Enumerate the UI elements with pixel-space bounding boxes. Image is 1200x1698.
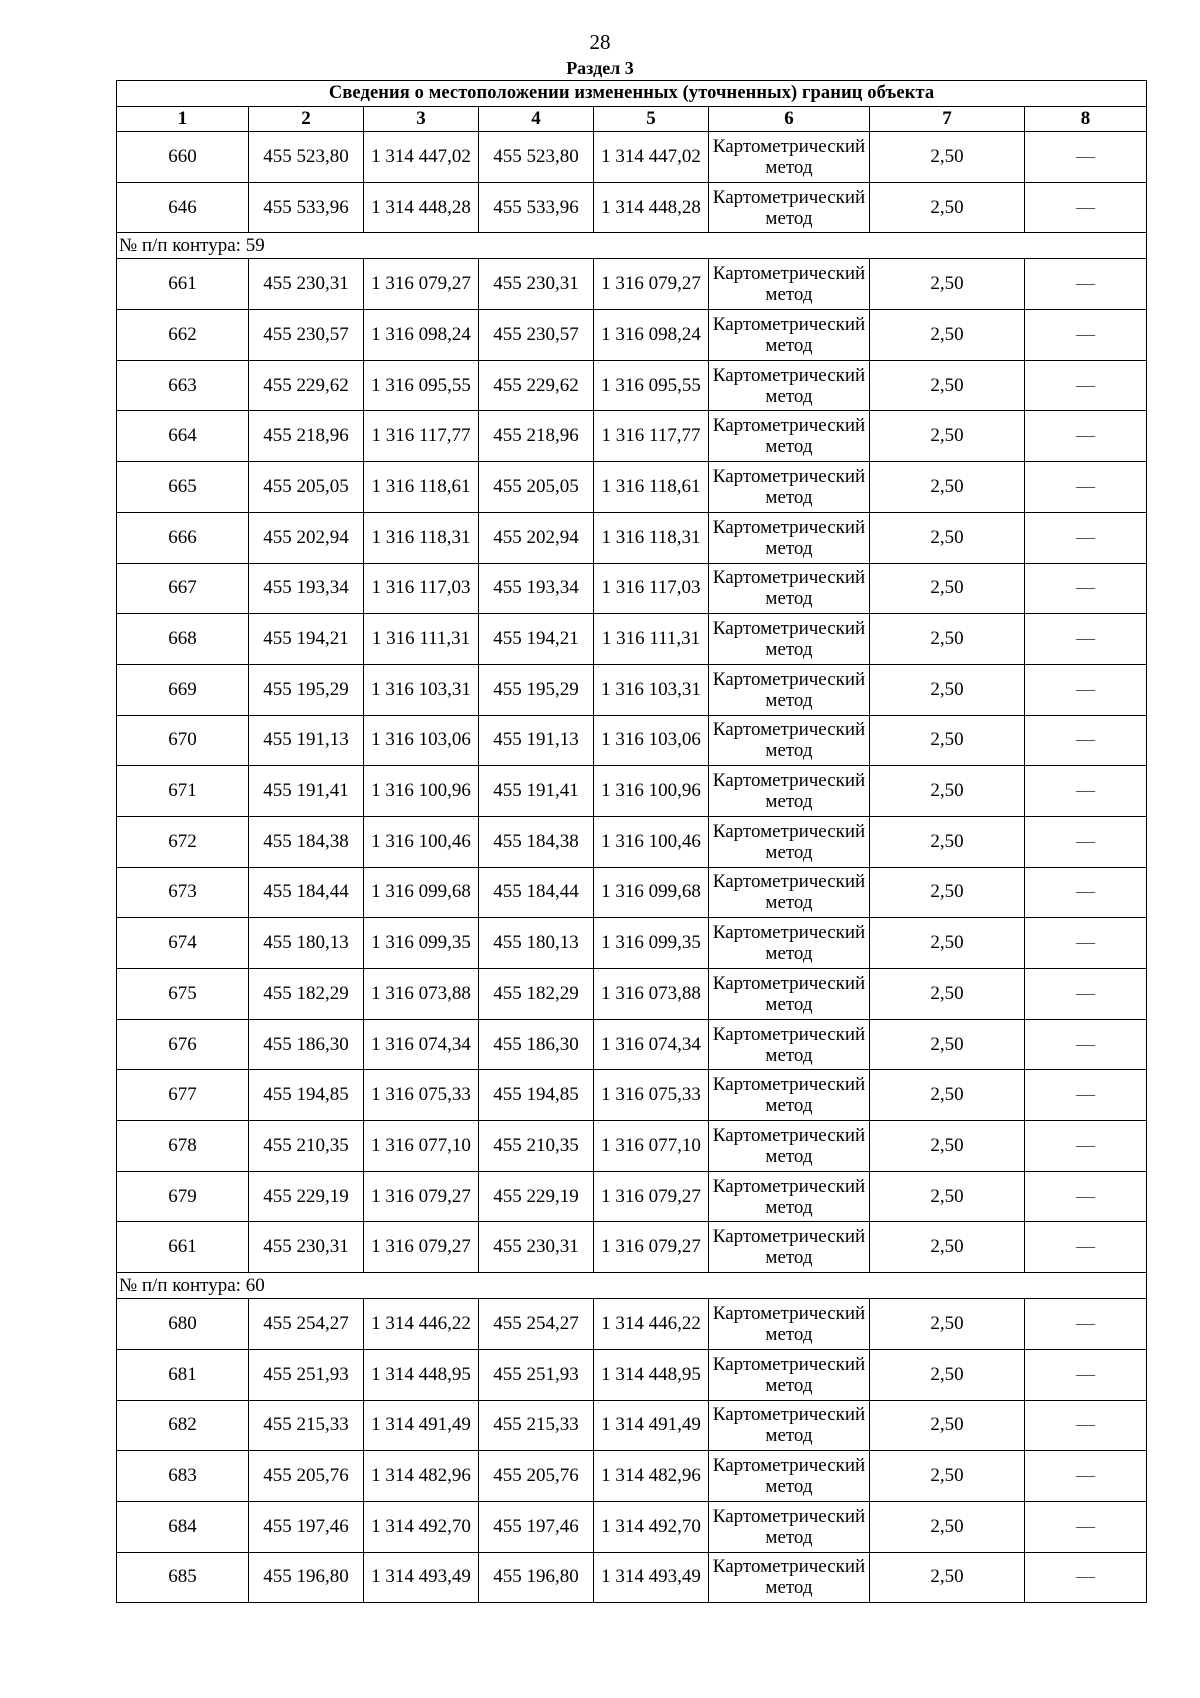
method-cell: Картометрический метод — [709, 1070, 870, 1121]
accuracy-cell: 2,50 — [870, 1552, 1025, 1603]
accuracy-cell: 2,50 — [870, 1501, 1025, 1552]
section-title: Раздел 3 — [566, 58, 634, 78]
accuracy-cell: 2,50 — [870, 614, 1025, 665]
column-number: 2 — [249, 107, 364, 132]
x-existing-cell: 455 230,31 — [249, 259, 364, 310]
description-cell: — — [1025, 1552, 1147, 1603]
x-new-cell: 455 194,21 — [479, 614, 594, 665]
point-number-cell: 664 — [117, 411, 249, 462]
accuracy-cell: 2,50 — [870, 182, 1025, 233]
method-cell: Картометрический метод — [709, 1171, 870, 1222]
method-cell: Картометрический метод — [709, 1552, 870, 1603]
x-new-cell: 455 230,31 — [479, 1222, 594, 1273]
accuracy-cell: 2,50 — [870, 1299, 1025, 1350]
accuracy-cell: 2,50 — [870, 563, 1025, 614]
point-number-cell: 673 — [117, 867, 249, 918]
table-row — [117, 259, 1147, 310]
x-new-cell: 455 186,30 — [479, 1019, 594, 1070]
x-new-cell: 455 218,96 — [479, 411, 594, 462]
y-existing-cell: 1 314 448,95 — [364, 1349, 479, 1400]
x-new-cell: 455 251,93 — [479, 1349, 594, 1400]
point-number-cell: 661 — [117, 1222, 249, 1273]
description-cell: — — [1025, 512, 1147, 563]
x-existing-cell: 455 230,57 — [249, 310, 364, 361]
y-existing-cell: 1 316 074,34 — [364, 1019, 479, 1070]
point-number-cell: 680 — [117, 1299, 249, 1350]
method-cell: Картометрический метод — [709, 766, 870, 817]
description-cell: — — [1025, 182, 1147, 233]
y-new-cell: 1 316 118,61 — [594, 462, 709, 513]
description-cell: — — [1025, 1501, 1147, 1552]
y-existing-cell: 1 314 491,49 — [364, 1400, 479, 1451]
x-existing-cell: 455 191,41 — [249, 766, 364, 817]
column-number: 5 — [594, 107, 709, 132]
x-new-cell: 455 184,44 — [479, 867, 594, 918]
table-row — [117, 182, 1147, 233]
column-number: 3 — [364, 107, 479, 132]
accuracy-cell: 2,50 — [870, 1451, 1025, 1502]
description-cell: — — [1025, 664, 1147, 715]
description-cell: — — [1025, 1451, 1147, 1502]
method-cell: Картометрический метод — [709, 360, 870, 411]
description-cell: — — [1025, 766, 1147, 817]
y-existing-cell: 1 314 493,49 — [364, 1552, 479, 1603]
table-row — [117, 1501, 1147, 1552]
accuracy-cell: 2,50 — [870, 1349, 1025, 1400]
description-cell: — — [1025, 715, 1147, 766]
method-cell: Картометрический метод — [709, 867, 870, 918]
column-number: 8 — [1025, 107, 1147, 132]
x-new-cell: 455 197,46 — [479, 1501, 594, 1552]
y-existing-cell: 1 316 118,61 — [364, 462, 479, 513]
x-existing-cell: 455 229,62 — [249, 360, 364, 411]
y-new-cell: 1 316 075,33 — [594, 1070, 709, 1121]
description-cell: — — [1025, 1400, 1147, 1451]
description-cell: — — [1025, 816, 1147, 867]
method-cell: Картометрический метод — [709, 563, 870, 614]
method-cell: Картометрический метод — [709, 918, 870, 969]
x-new-cell: 455 191,13 — [479, 715, 594, 766]
page-number: 28 — [589, 30, 611, 54]
x-existing-cell: 455 202,94 — [249, 512, 364, 563]
accuracy-cell: 2,50 — [870, 664, 1025, 715]
method-cell: Картометрический метод — [709, 1019, 870, 1070]
description-cell: — — [1025, 867, 1147, 918]
method-cell: Картометрический метод — [709, 715, 870, 766]
point-number-cell: 682 — [117, 1400, 249, 1451]
x-existing-cell: 455 196,80 — [249, 1552, 364, 1603]
y-new-cell: 1 316 117,77 — [594, 411, 709, 462]
point-number-cell: 668 — [117, 614, 249, 665]
y-new-cell: 1 316 100,46 — [594, 816, 709, 867]
point-number-cell: 670 — [117, 715, 249, 766]
y-existing-cell: 1 316 117,77 — [364, 411, 479, 462]
method-cell: Картометрический метод — [709, 512, 870, 563]
table-row — [117, 1451, 1147, 1502]
table-row — [117, 462, 1147, 513]
y-existing-cell: 1 316 079,27 — [364, 1171, 479, 1222]
description-cell: — — [1025, 259, 1147, 310]
x-existing-cell: 455 251,93 — [249, 1349, 364, 1400]
table-row — [117, 816, 1147, 867]
table-body — [117, 81, 1147, 1603]
x-existing-cell: 455 205,76 — [249, 1451, 364, 1502]
y-new-cell: 1 316 099,68 — [594, 867, 709, 918]
table-row — [117, 1171, 1147, 1222]
y-new-cell: 1 314 447,02 — [594, 132, 709, 183]
point-number-cell: 676 — [117, 1019, 249, 1070]
accuracy-cell: 2,50 — [870, 462, 1025, 513]
y-new-cell: 1 314 493,49 — [594, 1552, 709, 1603]
y-new-cell: 1 316 117,03 — [594, 563, 709, 614]
x-existing-cell: 455 533,96 — [249, 182, 364, 233]
contour-label: № п/п контура: 60 — [117, 1273, 1147, 1299]
y-existing-cell: 1 316 075,33 — [364, 1070, 479, 1121]
description-cell: — — [1025, 132, 1147, 183]
y-new-cell: 1 316 095,55 — [594, 360, 709, 411]
accuracy-cell: 2,50 — [870, 1019, 1025, 1070]
method-cell: Картометрический метод — [709, 816, 870, 867]
description-cell: — — [1025, 1349, 1147, 1400]
table-row — [117, 1019, 1147, 1070]
x-new-cell: 455 191,41 — [479, 766, 594, 817]
description-cell: — — [1025, 360, 1147, 411]
accuracy-cell: 2,50 — [870, 1171, 1025, 1222]
y-new-cell: 1 316 079,27 — [594, 1222, 709, 1273]
x-existing-cell: 455 193,34 — [249, 563, 364, 614]
description-cell: — — [1025, 411, 1147, 462]
column-number-row — [117, 107, 1147, 132]
description-cell: — — [1025, 310, 1147, 361]
x-new-cell: 455 184,38 — [479, 816, 594, 867]
description-cell: — — [1025, 918, 1147, 969]
method-cell: Картометрический метод — [709, 132, 870, 183]
accuracy-cell: 2,50 — [870, 867, 1025, 918]
description-cell: — — [1025, 1299, 1147, 1350]
accuracy-cell: 2,50 — [870, 816, 1025, 867]
x-existing-cell: 455 195,29 — [249, 664, 364, 715]
x-new-cell: 455 215,33 — [479, 1400, 594, 1451]
x-new-cell: 455 180,13 — [479, 918, 594, 969]
accuracy-cell: 2,50 — [870, 918, 1025, 969]
point-number-cell: 675 — [117, 969, 249, 1020]
table-row — [117, 1070, 1147, 1121]
point-number-cell: 683 — [117, 1451, 249, 1502]
method-cell: Картометрический метод — [709, 969, 870, 1020]
y-existing-cell: 1 316 073,88 — [364, 969, 479, 1020]
method-cell: Картометрический метод — [709, 1222, 870, 1273]
method-cell: Картометрический метод — [709, 1299, 870, 1350]
point-number-cell: 667 — [117, 563, 249, 614]
y-existing-cell: 1 316 100,96 — [364, 766, 479, 817]
x-existing-cell: 455 229,19 — [249, 1171, 364, 1222]
point-number-cell: 679 — [117, 1171, 249, 1222]
contour-header-row — [117, 233, 1147, 259]
table-row — [117, 310, 1147, 361]
x-existing-cell: 455 230,31 — [249, 1222, 364, 1273]
point-number-cell: 663 — [117, 360, 249, 411]
point-number-cell: 671 — [117, 766, 249, 817]
y-existing-cell: 1 316 111,31 — [364, 614, 479, 665]
description-cell: — — [1025, 1019, 1147, 1070]
table-row — [117, 867, 1147, 918]
x-existing-cell: 455 184,38 — [249, 816, 364, 867]
x-new-cell: 455 533,96 — [479, 182, 594, 233]
y-existing-cell: 1 316 079,27 — [364, 1222, 479, 1273]
y-existing-cell: 1 316 103,31 — [364, 664, 479, 715]
y-existing-cell: 1 316 103,06 — [364, 715, 479, 766]
description-cell: — — [1025, 969, 1147, 1020]
y-existing-cell: 1 316 099,68 — [364, 867, 479, 918]
point-number-cell: 672 — [117, 816, 249, 867]
contour-label: № п/п контура: 59 — [117, 233, 1147, 259]
table-title-row — [117, 81, 1147, 107]
method-cell: Картометрический метод — [709, 664, 870, 715]
x-new-cell: 455 229,62 — [479, 360, 594, 411]
point-number-cell: 685 — [117, 1552, 249, 1603]
x-existing-cell: 455 254,27 — [249, 1299, 364, 1350]
method-cell: Картометрический метод — [709, 462, 870, 513]
y-new-cell: 1 316 103,31 — [594, 664, 709, 715]
table-row — [117, 969, 1147, 1020]
table-row — [117, 411, 1147, 462]
x-existing-cell: 455 197,46 — [249, 1501, 364, 1552]
y-new-cell: 1 316 079,27 — [594, 259, 709, 310]
y-new-cell: 1 314 448,28 — [594, 182, 709, 233]
x-existing-cell: 455 523,80 — [249, 132, 364, 183]
table-row — [117, 563, 1147, 614]
x-existing-cell: 455 194,85 — [249, 1070, 364, 1121]
y-existing-cell: 1 314 447,02 — [364, 132, 479, 183]
x-existing-cell: 455 210,35 — [249, 1121, 364, 1172]
y-existing-cell: 1 316 095,55 — [364, 360, 479, 411]
x-existing-cell: 455 191,13 — [249, 715, 364, 766]
y-new-cell: 1 316 103,06 — [594, 715, 709, 766]
accuracy-cell: 2,50 — [870, 310, 1025, 361]
accuracy-cell: 2,50 — [870, 1400, 1025, 1451]
table-row — [117, 360, 1147, 411]
x-existing-cell: 455 205,05 — [249, 462, 364, 513]
y-new-cell: 1 316 079,27 — [594, 1171, 709, 1222]
x-existing-cell: 455 182,29 — [249, 969, 364, 1020]
point-number-cell: 646 — [117, 182, 249, 233]
table-row — [117, 512, 1147, 563]
accuracy-cell: 2,50 — [870, 1222, 1025, 1273]
description-cell: — — [1025, 1171, 1147, 1222]
accuracy-cell: 2,50 — [870, 969, 1025, 1020]
description-cell: — — [1025, 563, 1147, 614]
x-existing-cell: 455 215,33 — [249, 1400, 364, 1451]
table-row — [117, 918, 1147, 969]
x-new-cell: 455 230,57 — [479, 310, 594, 361]
point-number-cell: 681 — [117, 1349, 249, 1400]
y-existing-cell: 1 314 492,70 — [364, 1501, 479, 1552]
description-cell: — — [1025, 614, 1147, 665]
y-new-cell: 1 316 111,31 — [594, 614, 709, 665]
table-row — [117, 1121, 1147, 1172]
column-number: 4 — [479, 107, 594, 132]
column-number: 1 — [117, 107, 249, 132]
y-new-cell: 1 316 098,24 — [594, 310, 709, 361]
x-new-cell: 455 195,29 — [479, 664, 594, 715]
accuracy-cell: 2,50 — [870, 512, 1025, 563]
table-row — [117, 1299, 1147, 1350]
column-number: 7 — [870, 107, 1025, 132]
accuracy-cell: 2,50 — [870, 766, 1025, 817]
x-new-cell: 455 196,80 — [479, 1552, 594, 1603]
y-new-cell: 1 316 099,35 — [594, 918, 709, 969]
y-existing-cell: 1 314 446,22 — [364, 1299, 479, 1350]
method-cell: Картометрический метод — [709, 1121, 870, 1172]
accuracy-cell: 2,50 — [870, 360, 1025, 411]
point-number-cell: 660 — [117, 132, 249, 183]
y-existing-cell: 1 316 117,03 — [364, 563, 479, 614]
y-existing-cell: 1 314 482,96 — [364, 1451, 479, 1502]
boundary-coordinates-table — [116, 80, 1147, 1603]
description-cell: — — [1025, 1121, 1147, 1172]
y-new-cell: 1 316 073,88 — [594, 969, 709, 1020]
x-existing-cell: 455 180,13 — [249, 918, 364, 969]
method-cell: Картометрический метод — [709, 1349, 870, 1400]
point-number-cell: 669 — [117, 664, 249, 715]
table-row — [117, 1552, 1147, 1603]
point-number-cell: 661 — [117, 259, 249, 310]
method-cell: Картометрический метод — [709, 259, 870, 310]
x-new-cell: 455 205,76 — [479, 1451, 594, 1502]
table-row — [117, 1400, 1147, 1451]
point-number-cell: 678 — [117, 1121, 249, 1172]
y-new-cell: 1 316 100,96 — [594, 766, 709, 817]
x-existing-cell: 455 184,44 — [249, 867, 364, 918]
y-new-cell: 1 316 074,34 — [594, 1019, 709, 1070]
accuracy-cell: 2,50 — [870, 1121, 1025, 1172]
method-cell: Картометрический метод — [709, 411, 870, 462]
y-existing-cell: 1 316 098,24 — [364, 310, 479, 361]
y-new-cell: 1 314 492,70 — [594, 1501, 709, 1552]
y-existing-cell: 1 316 079,27 — [364, 259, 479, 310]
y-existing-cell: 1 314 448,28 — [364, 182, 479, 233]
x-new-cell: 455 229,19 — [479, 1171, 594, 1222]
table-title: Сведения о местоположении измененных (уточненных) границ объекта — [117, 81, 1147, 107]
x-new-cell: 455 202,94 — [479, 512, 594, 563]
method-cell: Картометрический метод — [709, 1501, 870, 1552]
x-existing-cell: 455 218,96 — [249, 411, 364, 462]
table-row — [117, 1349, 1147, 1400]
table-row — [117, 132, 1147, 183]
x-new-cell: 455 193,34 — [479, 563, 594, 614]
table-row — [117, 715, 1147, 766]
point-number-cell: 662 — [117, 310, 249, 361]
table-row — [117, 766, 1147, 817]
x-new-cell: 455 254,27 — [479, 1299, 594, 1350]
accuracy-cell: 2,50 — [870, 132, 1025, 183]
y-existing-cell: 1 316 118,31 — [364, 512, 479, 563]
y-new-cell: 1 314 448,95 — [594, 1349, 709, 1400]
y-existing-cell: 1 316 077,10 — [364, 1121, 479, 1172]
method-cell: Картометрический метод — [709, 1400, 870, 1451]
description-cell: — — [1025, 1222, 1147, 1273]
point-number-cell: 677 — [117, 1070, 249, 1121]
x-existing-cell: 455 194,21 — [249, 614, 364, 665]
table-row — [117, 1222, 1147, 1273]
y-existing-cell: 1 316 099,35 — [364, 918, 479, 969]
x-new-cell: 455 194,85 — [479, 1070, 594, 1121]
y-new-cell: 1 314 446,22 — [594, 1299, 709, 1350]
point-number-cell: 666 — [117, 512, 249, 563]
x-new-cell: 455 523,80 — [479, 132, 594, 183]
point-number-cell: 674 — [117, 918, 249, 969]
contour-header-row — [117, 1273, 1147, 1299]
y-new-cell: 1 316 118,31 — [594, 512, 709, 563]
description-cell: — — [1025, 462, 1147, 513]
y-new-cell: 1 316 077,10 — [594, 1121, 709, 1172]
point-number-cell: 665 — [117, 462, 249, 513]
table-row — [117, 614, 1147, 665]
method-cell: Картометрический метод — [709, 182, 870, 233]
x-new-cell: 455 205,05 — [479, 462, 594, 513]
point-number-cell: 684 — [117, 1501, 249, 1552]
x-new-cell: 455 210,35 — [479, 1121, 594, 1172]
description-cell: — — [1025, 1070, 1147, 1121]
x-new-cell: 455 230,31 — [479, 259, 594, 310]
y-existing-cell: 1 316 100,46 — [364, 816, 479, 867]
x-existing-cell: 455 186,30 — [249, 1019, 364, 1070]
y-new-cell: 1 314 491,49 — [594, 1400, 709, 1451]
method-cell: Картометрический метод — [709, 310, 870, 361]
y-new-cell: 1 314 482,96 — [594, 1451, 709, 1502]
accuracy-cell: 2,50 — [870, 259, 1025, 310]
method-cell: Картометрический метод — [709, 614, 870, 665]
column-number: 6 — [709, 107, 870, 132]
table-row — [117, 664, 1147, 715]
accuracy-cell: 2,50 — [870, 411, 1025, 462]
x-new-cell: 455 182,29 — [479, 969, 594, 1020]
method-cell: Картометрический метод — [709, 1451, 870, 1502]
accuracy-cell: 2,50 — [870, 1070, 1025, 1121]
accuracy-cell: 2,50 — [870, 715, 1025, 766]
